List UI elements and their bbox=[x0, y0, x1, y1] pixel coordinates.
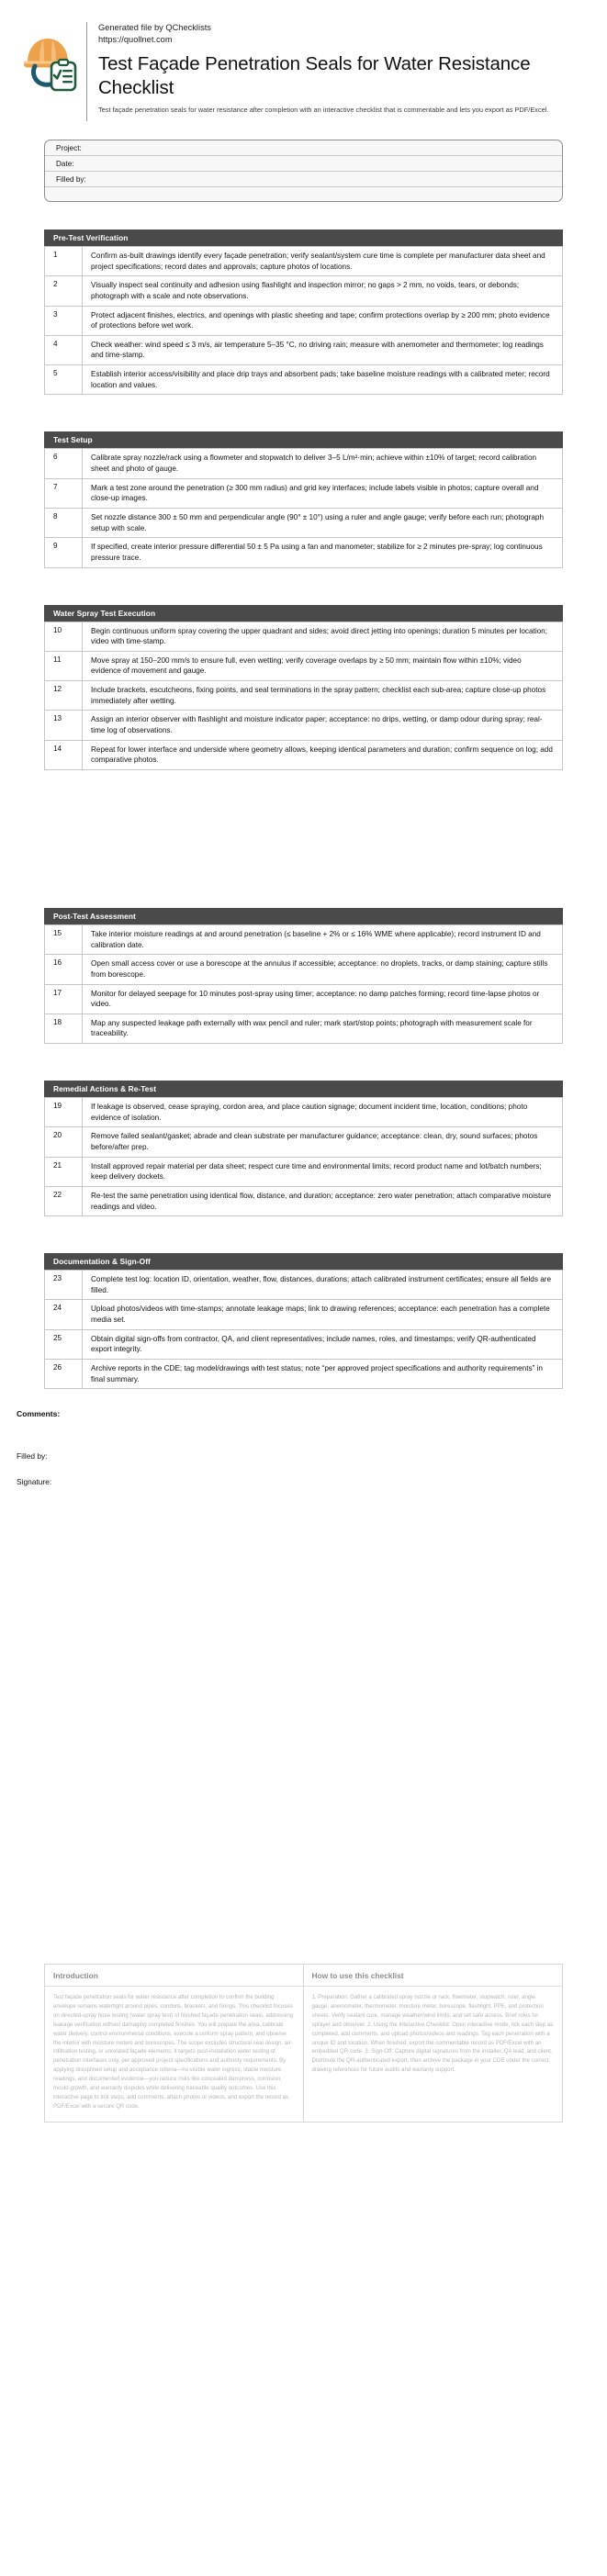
item-text: Re-test the same penetration using identical flow, distance, and duration; acceptance: zero water penetration; attach comparative moisture readings and video. bbox=[83, 1186, 563, 1215]
signature-label[interactable]: Signature: bbox=[17, 1477, 52, 1487]
item-text: If specified, create interior pressure differential 50 ± 5 Pa using a fan and manometer; stabilize for ≥ 2 minutes pre-spray; log continuous pressure trace. bbox=[83, 538, 563, 567]
checklist-table bbox=[44, 1270, 563, 1389]
item-text: Install approved repair material per data sheet; respect cure time and environmental limits; record product name and lot/batch numbers; keep delivery dockets. bbox=[83, 1157, 563, 1186]
table-row[interactable] bbox=[45, 1300, 563, 1329]
table-row[interactable] bbox=[45, 247, 563, 276]
table-row[interactable] bbox=[45, 711, 563, 740]
table-row[interactable] bbox=[45, 365, 563, 395]
checklist-table bbox=[44, 924, 563, 1044]
item-number: 13 bbox=[45, 711, 83, 740]
section-title: Post-Test Assessment bbox=[44, 908, 563, 924]
item-text: Complete test log: location ID, orientation, weather, flow, distances, durations; attach calibrated instrument certificates; ensure all fields are filled. bbox=[83, 1271, 563, 1300]
item-text: Move spray at 150–200 mm/s to ensure full, even wetting; verify coverage overlaps by ≥ 50 mm; maintain flow within ±10%; video evidence of movement and gauge. bbox=[83, 651, 563, 680]
item-number: 21 bbox=[45, 1157, 83, 1186]
table-row[interactable] bbox=[45, 538, 563, 567]
how-to-use-body: 1. Preparation: Gather a calibrated spray nozzle or rack, flowmeter, stopwatch, ruler, angle gauge, anemometer, thermometer, moisture meter, borescope, flashlight, PPE, and protection sheets. Verify sealant cure, manage weather/wind limits, and set safe access. Brief roles for sprayer and observer. 2. Using the Interactive Checklist: Open interactive mode, tick each step as completed, add comments, and upload photos/videos and readings. Tag each penetration with a unique ID and location. When finished, export the commentable record as PDF/Excel with an embedded QR code. 3. Sign-Off: Capture digital signatures from the installer, QA lead, and client. Distribute the QR-authenticated export, then archive the package in your CDE under the correct drawing references for future audits and warranty support. bbox=[311, 1994, 554, 2074]
item-text: Mark a test zone around the penetration (≥ 300 mm radius) and grid key interfaces; include labels visible in photos; capture overall and close-up images. bbox=[83, 478, 563, 508]
section-water-spray-test-execution bbox=[44, 605, 563, 770]
table-row[interactable] bbox=[45, 335, 563, 364]
item-number: 26 bbox=[45, 1360, 83, 1389]
section-title: Water Spray Test Execution bbox=[44, 605, 563, 622]
item-number: 7 bbox=[45, 478, 83, 508]
table-row[interactable] bbox=[45, 622, 563, 651]
item-text: Open small access cover or use a borescope at the annulus if accessible; acceptance: no droplets, tracks, or damp staining; capture stills from borescope. bbox=[83, 955, 563, 984]
generated-by-line: Generated file by QChecklists bbox=[97, 23, 211, 32]
item-number: 12 bbox=[45, 681, 83, 711]
table-row[interactable] bbox=[45, 276, 563, 306]
how-to-use-title: How to use this checklist bbox=[304, 1965, 563, 1987]
table-row[interactable] bbox=[45, 1014, 563, 1043]
item-text: Upload photos/videos with time-stamps; annotate leakage maps; link to drawing references; acceptance: each penetration has a complete media set. bbox=[83, 1300, 563, 1329]
section-title: Documentation & Sign-Off bbox=[44, 1253, 563, 1270]
section-documentation-signoff bbox=[44, 1253, 563, 1389]
table-row[interactable] bbox=[45, 1098, 563, 1127]
table-row[interactable] bbox=[45, 1329, 563, 1359]
item-number: 3 bbox=[45, 306, 83, 335]
item-number: 11 bbox=[45, 651, 83, 680]
date-field[interactable]: Date: bbox=[45, 156, 562, 172]
item-number: 5 bbox=[45, 365, 83, 395]
hardhat-clipboard-icon bbox=[17, 26, 83, 92]
item-number: 24 bbox=[45, 1300, 83, 1329]
item-text: Repeat for lower interface and underside where geometry allows, keeping identical parameters and duration; confirm sequence on log; add comparative photos. bbox=[83, 740, 563, 769]
item-number: 15 bbox=[45, 924, 83, 954]
meta-box-footer bbox=[45, 187, 562, 201]
item-text: Include brackets, escutcheons, fixing points, and seal terminations in the spray pattern; checklist each sub-area; capture close-up photos immediately after wetting. bbox=[83, 681, 563, 711]
item-text: Establish interior access/visibility and place drip trays and absorbent pads; take baseline moisture readings with a calibrated meter; record location and values. bbox=[83, 365, 563, 395]
introduction-title: Introduction bbox=[45, 1965, 303, 1987]
table-row[interactable] bbox=[45, 478, 563, 508]
item-text: Take interior moisture readings at and around penetration (≤ baseline + 2% or ≤ 16% WME where applicable); record instrument ID and calibration date. bbox=[83, 924, 563, 954]
item-number: 23 bbox=[45, 1271, 83, 1300]
item-text: Confirm as-built drawings identify every façade penetration; verify sealant/system cure time is complete per manufacturer data sheet and project specifications; record dates and approvals; capture photos of locations. bbox=[83, 247, 563, 276]
document-meta-box bbox=[44, 140, 563, 202]
comments-label: Comments: bbox=[17, 1409, 61, 1419]
introduction-panel bbox=[45, 1965, 304, 2122]
checklist-table bbox=[44, 622, 563, 770]
page-title: Test Façade Penetration Seals for Water Resistance Checklist bbox=[97, 53, 531, 98]
checklist-table bbox=[44, 246, 563, 395]
item-text: Remove failed sealant/gasket; abrade and clean substrate per manufacturer guidance; acceptance: clean, dry, sound surfaces; photos before/after prep. bbox=[83, 1127, 563, 1157]
item-text: Monitor for delayed seepage for 10 minutes post-spray using timer; acceptance: no damp patches forming; record time-lapse photos or video. bbox=[83, 984, 563, 1014]
item-number: 8 bbox=[45, 508, 83, 537]
table-row[interactable] bbox=[45, 681, 563, 711]
table-row[interactable] bbox=[45, 651, 563, 680]
section-post-test-assessment bbox=[44, 908, 563, 1044]
item-number: 6 bbox=[45, 449, 83, 478]
item-number: 22 bbox=[45, 1186, 83, 1215]
section-title: Remedial Actions & Re-Test bbox=[44, 1081, 563, 1097]
table-row[interactable] bbox=[45, 1186, 563, 1215]
item-text: Assign an interior observer with flashlight and moisture indicator paper; acceptance: no drips, wetting, or damp odour during spray; real-time log of observations. bbox=[83, 711, 563, 740]
document-header bbox=[0, 0, 607, 125]
item-number: 10 bbox=[45, 622, 83, 651]
item-text: Visually inspect seal continuity and adhesion using flashlight and inspection mirror; no gaps > 2 mm, no voids, tears, or debonds; photograph with a scale and note observations. bbox=[83, 276, 563, 306]
checklist-table bbox=[44, 1097, 563, 1216]
item-number: 20 bbox=[45, 1127, 83, 1157]
table-row[interactable] bbox=[45, 984, 563, 1014]
filled-by-label[interactable]: Filled by: bbox=[17, 1451, 48, 1462]
how-to-use-panel bbox=[304, 1965, 563, 2122]
item-text: Archive reports in the CDE; tag model/drawings with test status; note “per approved project specifications and authority requirements” in final summary. bbox=[83, 1360, 563, 1389]
checklist-table bbox=[44, 448, 563, 567]
item-text: Map any suspected leakage path externally with wax pencil and ruler; mark start/stop points; photograph with measurement scale for traceability. bbox=[83, 1014, 563, 1043]
item-text: Obtain digital sign-offs from contractor, QA, and client representatives; include names, roles, and timestamps; verify QR-authenticated export integrity. bbox=[83, 1329, 563, 1359]
item-text: If leakage is observed, cease spraying, cordon area, and place caution signage; document incident time, location, conditions; photo evidence of isolation. bbox=[83, 1098, 563, 1127]
item-text: Check weather: wind speed ≤ 3 m/s, air temperature 5–35 °C, no driving rain; measure with anemometer and thermometer; log readings and time-stamp. bbox=[83, 335, 563, 364]
table-row[interactable] bbox=[45, 740, 563, 769]
table-row[interactable] bbox=[45, 306, 563, 335]
item-number: 25 bbox=[45, 1329, 83, 1359]
table-row[interactable] bbox=[45, 449, 563, 478]
filled-by-field[interactable]: Filled by: bbox=[45, 172, 562, 187]
item-text: Begin continuous uniform spray covering the upper quadrant and sides; avoid direct jetting into openings; duration 5 minutes per location; video with time-stamp. bbox=[83, 622, 563, 651]
table-row[interactable] bbox=[45, 1157, 563, 1186]
section-pre-test-verification bbox=[44, 230, 563, 395]
page-subtitle: Test façade penetration seals for water resistance after completion with an interactive checklist that is commentable and lets you export as PDF/Excel. bbox=[97, 105, 549, 114]
section-remedial-actions-retest bbox=[44, 1081, 563, 1216]
item-number: 18 bbox=[45, 1014, 83, 1043]
page-spacer bbox=[0, 1486, 607, 1964]
item-text: Calibrate spray nozzle/rack using a flowmeter and stopwatch to deliver 3–5 L/m²·min; achieve within ±10% of target; record calibration sheet and photo of gauge. bbox=[83, 449, 563, 478]
item-number: 19 bbox=[45, 1098, 83, 1127]
table-row[interactable] bbox=[45, 1360, 563, 1389]
table-row[interactable] bbox=[45, 924, 563, 954]
table-row[interactable] bbox=[45, 955, 563, 984]
item-number: 17 bbox=[45, 984, 83, 1014]
section-test-setup bbox=[44, 431, 563, 567]
project-field[interactable]: Project: bbox=[45, 140, 562, 156]
brand-logo bbox=[17, 20, 84, 92]
section-title: Test Setup bbox=[44, 431, 563, 448]
item-number: 4 bbox=[45, 335, 83, 364]
table-row[interactable] bbox=[45, 1271, 563, 1300]
item-text: Protect adjacent finishes, electrics, and openings with plastic sheeting and tape; confirm protections overlap by ≥ 200 mm; photo evidence of protections before wet work. bbox=[83, 306, 563, 335]
section-title: Pre-Test Verification bbox=[44, 230, 563, 246]
source-url[interactable]: https://quollnet.com bbox=[97, 35, 173, 45]
item-number: 2 bbox=[45, 276, 83, 306]
table-row[interactable] bbox=[45, 508, 563, 537]
item-text: Set nozzle distance 300 ± 50 mm and perpendicular angle (90° ± 10°) using a ruler and angle gauge; verify before each run; photograph setup with scale. bbox=[83, 508, 563, 537]
item-number: 9 bbox=[45, 538, 83, 567]
item-number: 14 bbox=[45, 740, 83, 769]
info-panels bbox=[44, 1964, 563, 2122]
item-number: 1 bbox=[45, 247, 83, 276]
header-divider bbox=[86, 22, 87, 121]
introduction-body: Test façade penetration seals for water resistance after completion to confirm the building envelope remains watertight around pipes, conduits, brackets, and fixings. This checklist focuses on directed-spray hose testing (water spray test) of finished façade penetration seals, addressing leakage verification without damaging completed finishes. You will prepare the area, calibrate water delivery, control environmental conditions, execute a uniform spray pattern, and observe the interior with moisture meters and borescopes. The scope excludes structural seal design, air-infiltration testing, or unrelated façade elements; it targets post-installation water testing of penetration interfaces only, per approved project specifications and authority requirements. By applying disciplined setup and acceptance criteria—no visible water ingress, stable moisture readings, and documented evidence—you reduce risks like concealed dampness, corrosion, mould growth, and warranty disputes while delivering traceable quality outcomes. Use this interactive page to tick steps, add comments, attach photos or videos, and export the record as PDF/Excel with a secure QR code. bbox=[53, 1994, 294, 2110]
signoff-block bbox=[17, 1409, 607, 1486]
item-number: 16 bbox=[45, 955, 83, 984]
table-row[interactable] bbox=[45, 1127, 563, 1157]
